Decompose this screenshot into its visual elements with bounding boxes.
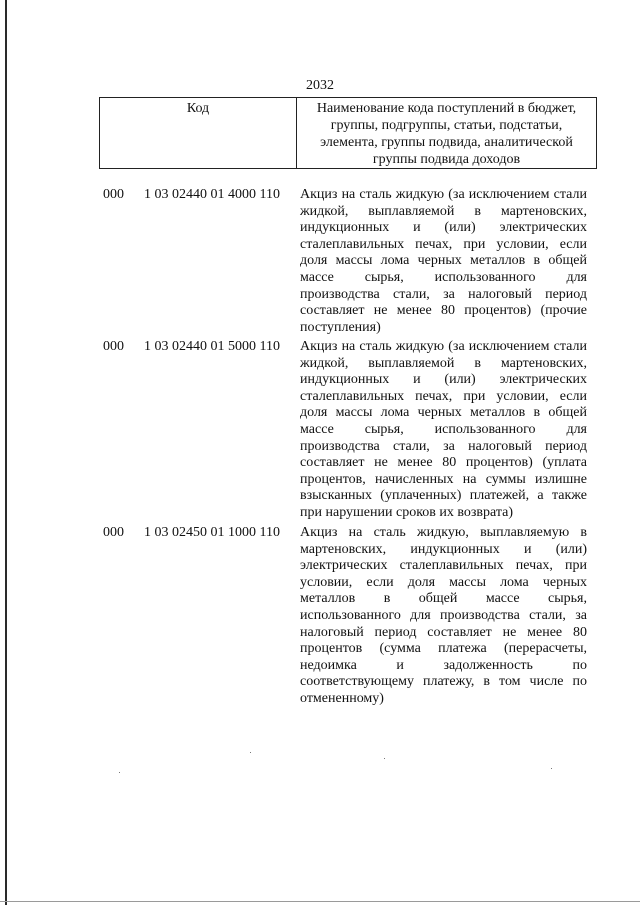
row-description: Акциз на сталь жидкую (за исключением стали жидкой, выплавляемой в мартеновских, индукционных и (или) электрических сталеплавильных печах, при условии, если доля массы лома черных металлов в общей массе сырья, использованного для производства стали, за налоговый период составляет не менее 80 процентов) (уплата процентов, начисленных на суммы излишне взысканных (уплаченных) платежей, а также при нарушении сроков их возврата) bbox=[300, 339, 587, 520]
header-name-cell: Наименование кода поступлений в бюджет, группы, подгруппы, статьи, подстатьи, элемента, группы подвида, аналитической группы подвида доходов bbox=[316, 101, 577, 167]
row-admin-code: 000 bbox=[103, 187, 124, 202]
header-code-cell: Код bbox=[100, 98, 297, 168]
row-description: Акциз на сталь жидкую (за исключением стали жидкой, выплавляемой в мартеновских, индукционных и (или) электрических сталеплавильных печах, при условии, если доля массы лома черных металлов в общей массе сырья, использованного для производства стали, за налоговый период составляет не менее 80 процентов) (прочие поступления) bbox=[300, 187, 587, 335]
page-bottom-edge bbox=[0, 901, 640, 902]
scan-speck bbox=[551, 768, 552, 769]
scan-speck bbox=[384, 758, 385, 759]
row-revenue-code: 1 03 02440 01 5000 110 bbox=[144, 339, 280, 354]
row-revenue-code: 1 03 02450 01 1000 110 bbox=[144, 525, 280, 540]
scan-speck bbox=[250, 752, 251, 753]
row-description: Акциз на сталь жидкую, выплавляемую в мартеновских, индукционных и (или) электрических сталеплавильных печах, при условии, если доля массы лома черных металлов в общей массе сырья, использованного для производства стали, за налоговый период составляет не менее 80 процентов (сумма платежа (перерасчеты, недоимка и задолженность по соответствующему платежу, в том числе по отмененному) bbox=[300, 525, 587, 706]
scan-speck bbox=[119, 772, 120, 773]
page-left-edge bbox=[5, 0, 7, 905]
table-header bbox=[99, 97, 597, 169]
page-number: 2032 bbox=[306, 78, 334, 93]
row-admin-code: 000 bbox=[103, 339, 124, 354]
row-admin-code: 000 bbox=[103, 525, 124, 540]
row-revenue-code: 1 03 02440 01 4000 110 bbox=[144, 187, 280, 202]
